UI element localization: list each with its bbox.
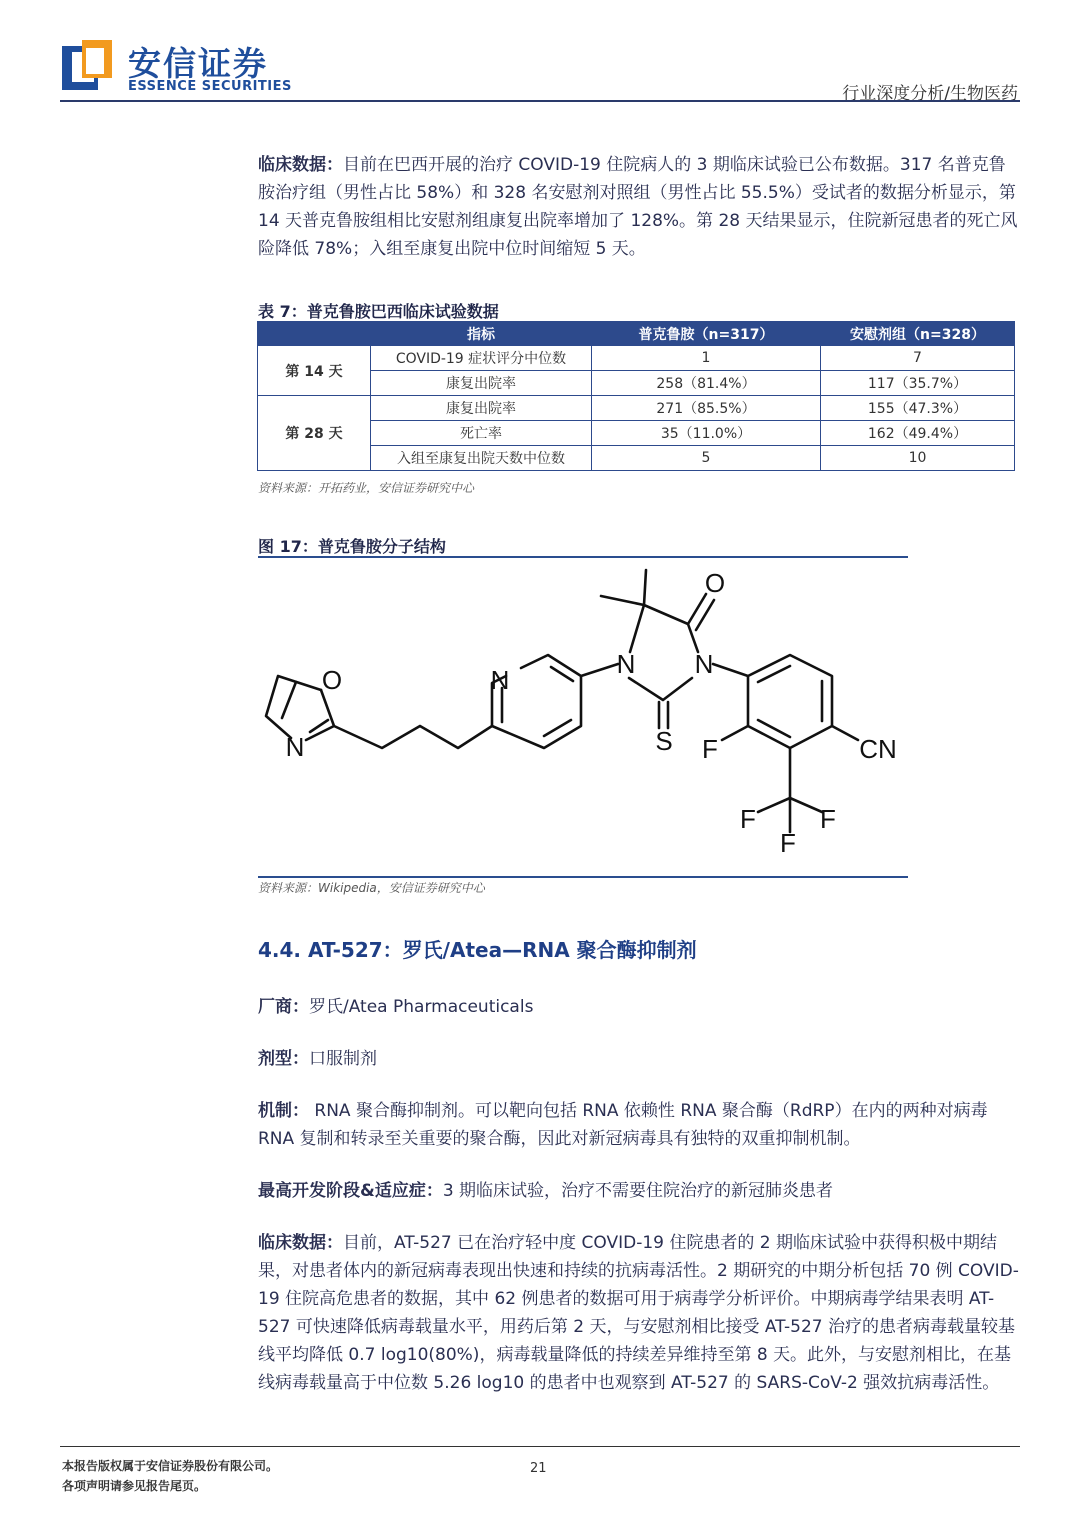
table-cell: COVID-19 症状评分中位数 [371, 346, 592, 371]
logo-chinese-name: 安信证券 [128, 44, 268, 83]
atom-n2: N [694, 649, 714, 679]
table-row [258, 346, 1015, 371]
atom-s: S [655, 726, 673, 756]
table-cell: 117（35.7%） [821, 371, 1015, 396]
mechanism-text: RNA 聚合酶抑制剂。可以靶向包括 RNA 依赖性 RNA 聚合酶（RdRP）在内的两种对病毒 RNA 复制和转录至关重要的聚合酶，因此对新冠病毒具有独特的双重抑制机制。 [258, 1101, 988, 1149]
stage-label: 最高开发阶段&适应症： [258, 1181, 443, 1201]
atom-n1: N [616, 649, 636, 679]
table-caption: 表 7：普克鲁胺巴西临床试验数据 [258, 302, 499, 321]
logo-english-name: ESSENCE SECURITIES [128, 79, 292, 94]
vendor-paragraph [258, 993, 1022, 1021]
clinical-trial-table [257, 321, 1015, 471]
table-header-row [258, 322, 1015, 346]
atom-f1: F [740, 804, 756, 834]
header-divider [60, 100, 1020, 102]
molecule-structure-diagram [258, 560, 908, 872]
table-source: 资料来源：开拓药业，安信证券研究中心 [258, 481, 475, 495]
table-cell: 5 [592, 446, 821, 471]
table-row [258, 421, 1015, 446]
dosage-paragraph [258, 1045, 1022, 1073]
vendor-text: 罗氏/Atea Pharmaceuticals [309, 997, 534, 1017]
stage-text: 3 期临床试验，治疗不需要住院治疗的新冠肺炎患者 [442, 1181, 834, 1201]
clinical-data-paragraph-2 [258, 1229, 1022, 1397]
figure-bottom-divider [258, 876, 908, 878]
table-cell: 入组至康复出院天数中位数 [371, 446, 592, 471]
clinical-data-paragraph [258, 151, 1022, 263]
atom-f2: F [820, 804, 836, 834]
table-cell: 10 [821, 446, 1015, 471]
page-number: 21 [530, 1461, 547, 1476]
footer-disclaimer: 各项声明请参见报告尾页。 [62, 1479, 207, 1493]
atom-o-ring: O [321, 665, 343, 695]
clinical-data-text: 目前在巴西开展的治疗 COVID-19 住院病人的 3 期临床试验已公布数据。317 名普克鲁胺治疗组（男性占比 58%）和 328 名安慰剂对照组（男性占比 55.5%）受试者的数据分析显示，第 14 天普克鲁胺组相比安慰剂组康复出院率增加了 128%。第 28 天结果显示，住院新冠患者的死亡风险降低 78%；入组至康复出院中位时间缩短 5 天。 [258, 155, 1018, 259]
figure-top-divider [258, 556, 908, 558]
table-cell: 7 [821, 346, 1015, 371]
clinical-data-label: 临床数据： [258, 155, 343, 175]
table-header-group [258, 322, 371, 346]
atom-n-pyridine: N [490, 665, 510, 695]
vendor-label: 厂商： [258, 997, 309, 1017]
table-cell: 死亡率 [371, 421, 592, 446]
report-category: 行业深度分析/生物医药 [842, 84, 1018, 104]
company-logo-icon [62, 40, 112, 96]
table-row [258, 396, 1015, 421]
table-row [258, 371, 1015, 396]
atom-n-ring: N [285, 732, 305, 762]
table-cell: 康复出院率 [371, 371, 592, 396]
group-day14: 第 14 天 [258, 346, 371, 396]
atom-f: F [702, 734, 718, 764]
stage-paragraph [258, 1177, 1022, 1205]
table-cell: 1 [592, 346, 821, 371]
table-cell: 155（47.3%） [821, 396, 1015, 421]
dosage-text: 口服制剂 [309, 1049, 377, 1069]
section-title: 4.4. AT-527：罗氏/Atea—RNA 聚合酶抑制剂 [258, 938, 697, 962]
footer-copyright: 本报告版权属于安信证券股份有限公司。 [62, 1459, 279, 1473]
table-cell: 271（85.5%） [592, 396, 821, 421]
dosage-label: 剂型： [258, 1049, 309, 1069]
mechanism-paragraph [258, 1097, 1022, 1153]
figure-source: 资料来源：Wikipedia，安信证券研究中心 [258, 881, 485, 895]
clinical-data-label-2: 临床数据： [258, 1233, 343, 1253]
atom-f3: F [780, 828, 796, 858]
mechanism-label: 机制： [258, 1101, 309, 1121]
table-cell: 162（49.4%） [821, 421, 1015, 446]
atom-cn: CN [859, 734, 897, 764]
figure-caption: 图 17：普克鲁胺分子结构 [258, 537, 446, 556]
table-header-drug: 普克鲁胺（n=317） [592, 322, 821, 346]
table-cell: 258（81.4%） [592, 371, 821, 396]
table-header-placebo: 安慰剂组（n=328） [821, 322, 1015, 346]
clinical-data-text-2: 目前，AT-527 已在治疗轻中度 COVID-19 住院患者的 2 期临床试验中获得积极中期结果，对患者体内的新冠病毒表现出快速和持续的抗病毒活性。2 期研究的中期分析包括 70 例 COVID-19 住院高危患者的数据，其中 62 例患者的数据可用于病毒学分析评价。中期病毒学结果表明 AT-527 可快速降低病毒载量水平，用药后第 2 天，与安慰剂相比接受 AT-527 治疗的患者病毒载量较基线平均降低 0.7 log10(80%)，病毒载量降低的持续差异维持至第 8 天。此外，与安慰剂相比，在基线病毒载量高于中位数 5.26 log10 的患者中也观察到 AT-527 的 SARS-CoV-2 强效抗病毒活性。 [258, 1233, 1019, 1393]
group-day28: 第 28 天 [258, 396, 371, 471]
table-cell: 35（11.0%） [592, 421, 821, 446]
table-cell: 康复出院率 [371, 396, 592, 421]
atom-o-keto: O [704, 568, 726, 598]
table-header-metric: 指标 [371, 322, 592, 346]
table-row [258, 446, 1015, 471]
footer-divider [60, 1446, 1020, 1447]
